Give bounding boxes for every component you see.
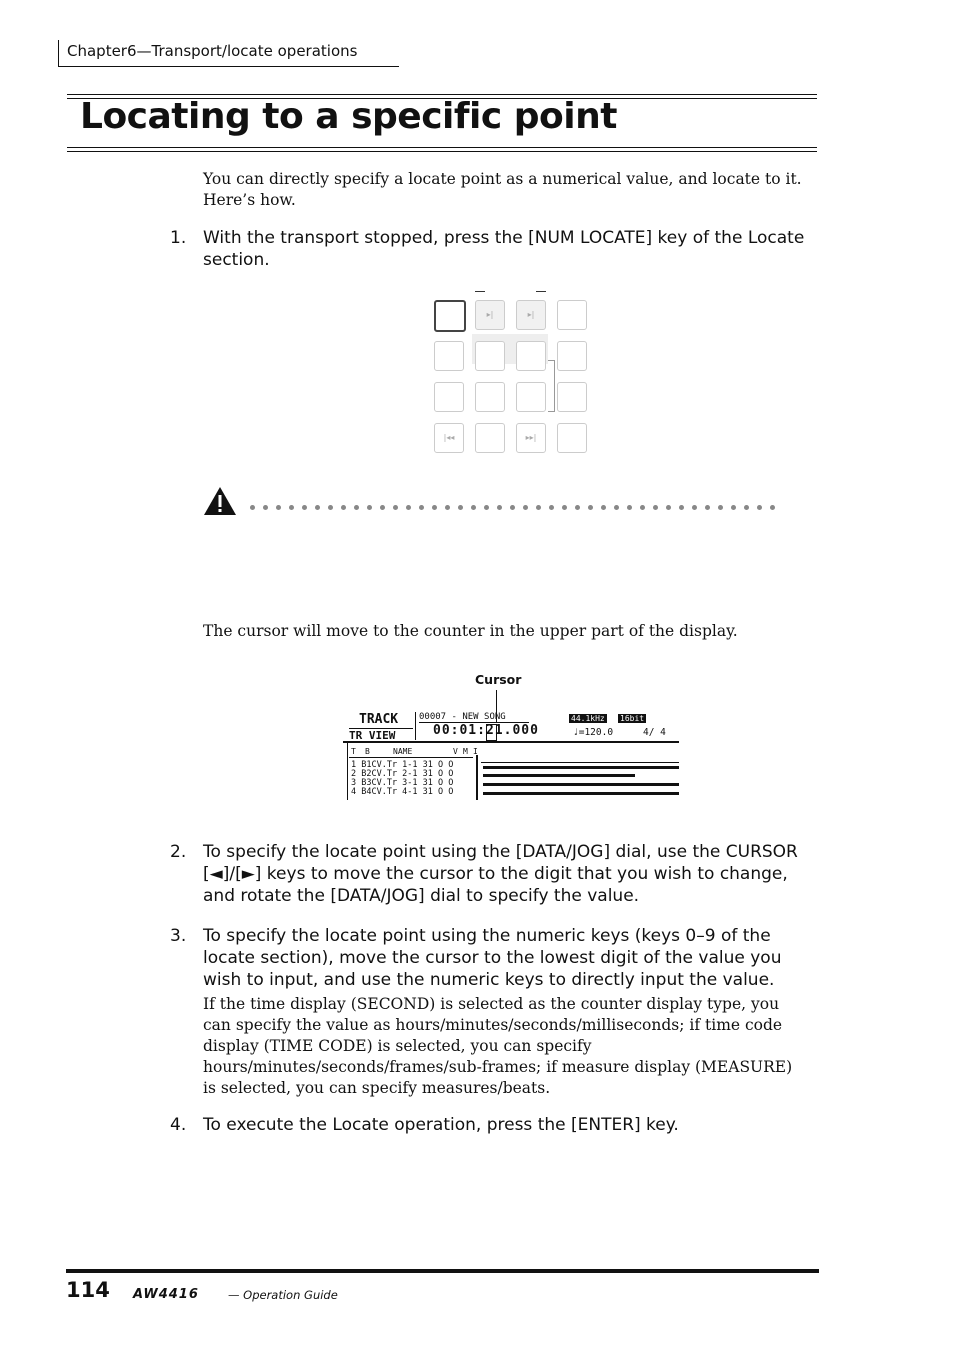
- step-3-note: If the time display (SECOND) is selected as the counter display type, you can specify the value as hours/minutes/seconds/milliseconds; if time code display (TIME CODE) is selected, you can specify hours/minutes/seconds/frames/sub-frames; if measure display (MEASURE) is selected, you can specify measures/beats.: [203, 995, 793, 1097]
- lcd-track-bar: [483, 783, 679, 786]
- lcd-view: TR VIEW: [349, 729, 396, 742]
- lcd-mode: TRACK: [359, 712, 399, 727]
- lcd-counter: 00:01:21.000: [433, 723, 539, 738]
- page-title: Locating to a specific point: [80, 96, 617, 137]
- next-key: ▸|: [516, 300, 546, 330]
- title-rule-bottom-2: [67, 151, 817, 152]
- title-rule-top: [67, 94, 817, 95]
- lcd-col-i: I: [473, 747, 478, 756]
- key: [557, 300, 587, 330]
- key: [434, 382, 464, 412]
- guide-label: — Operation Guide: [228, 1288, 338, 1302]
- keypad-mark: [536, 291, 546, 292]
- key: [475, 382, 505, 412]
- lcd-col-m: M: [463, 747, 468, 756]
- key: [475, 423, 505, 453]
- rewind-key: |◂◂: [434, 423, 464, 453]
- chapter-header: Chapter6—Transport/locate operations: [67, 42, 358, 60]
- locate-keypad-figure: [432, 290, 592, 460]
- key: [557, 423, 587, 453]
- page-number: 114: [66, 1278, 110, 1302]
- footer-rule: [66, 1269, 819, 1273]
- lcd-col-t: T: [351, 747, 356, 756]
- cursor-note: The cursor will move to the counter in the upper part of the display.: [203, 622, 738, 640]
- lcd-cursor: [486, 724, 497, 741]
- lcd-signature: 4/ 4: [643, 727, 666, 738]
- product-logo: AW4416: [133, 1287, 199, 1302]
- lcd-track-bar: [483, 766, 679, 769]
- step-text: With the transport stopped, press the [NUM LOCATE] key of the Locate section.: [203, 228, 805, 270]
- step-text: To specify the locate point using the [DATA/JOG] dial, use the CURSOR [◄]/[►] keys to move the cursor to the digit that you wish to change, and rotate the [DATA/JOG] dial to specify the value.: [203, 842, 798, 906]
- keypad-mark: [475, 291, 485, 292]
- lcd-track-bar: [483, 774, 635, 777]
- num-locate-key: [434, 300, 466, 332]
- key: [557, 382, 587, 412]
- key: [516, 341, 546, 371]
- step-text: To specify the locate point using the numeric keys (keys 0–9 of the locate section), move the cursor to the lowest digit of the value you wish to input, and use the numeric keys to directly input the value.: [203, 926, 782, 990]
- step-text: To execute the Locate operation, press the [ENTER] key.: [203, 1115, 679, 1135]
- step-number: 1.: [170, 228, 187, 248]
- step-number: 4.: [170, 1115, 187, 1135]
- lcd-display: [343, 710, 679, 800]
- lcd-track-row: 4 B4CV.Tr 4-1 31 O O: [351, 787, 454, 797]
- caution-divider: [250, 502, 790, 514]
- prev-key: ▸|: [475, 300, 505, 330]
- cursor-label: Cursor: [475, 672, 522, 687]
- title-rule-bottom: [67, 147, 817, 148]
- lcd-track-row: 2 B2CV.Tr 2-1 31 O O: [351, 769, 454, 779]
- lcd-track-row: 1 B1CV.Tr 1-1 31 O O: [351, 760, 454, 770]
- lcd-tempo: ♩=120.0: [573, 727, 614, 738]
- key: [475, 341, 505, 371]
- step-number: 2.: [170, 842, 187, 862]
- lcd-col-b: B: [365, 747, 370, 756]
- fast-forward-key: ▸▸|: [516, 423, 546, 453]
- lcd-bits: 16bit: [620, 714, 645, 723]
- lcd-track-bar: [483, 792, 679, 795]
- caution-icon: [203, 486, 237, 516]
- lcd-col-v: V: [453, 747, 458, 756]
- step-number: 3.: [170, 926, 187, 946]
- key: [516, 382, 546, 412]
- key: [434, 341, 464, 371]
- lcd-track-row: 3 B3CV.Tr 3-1 31 O O: [351, 778, 454, 788]
- lcd-rate: 44.1kHz: [571, 714, 605, 723]
- keypad-bracket: [548, 360, 555, 412]
- intro-text: You can directly specify a locate point as a numerical value, and locate to it. Here’s how.: [203, 170, 802, 209]
- lcd-song: 00007 - NEW SONG: [419, 712, 506, 722]
- lcd-col-name: NAME: [393, 747, 413, 756]
- key: [557, 341, 587, 371]
